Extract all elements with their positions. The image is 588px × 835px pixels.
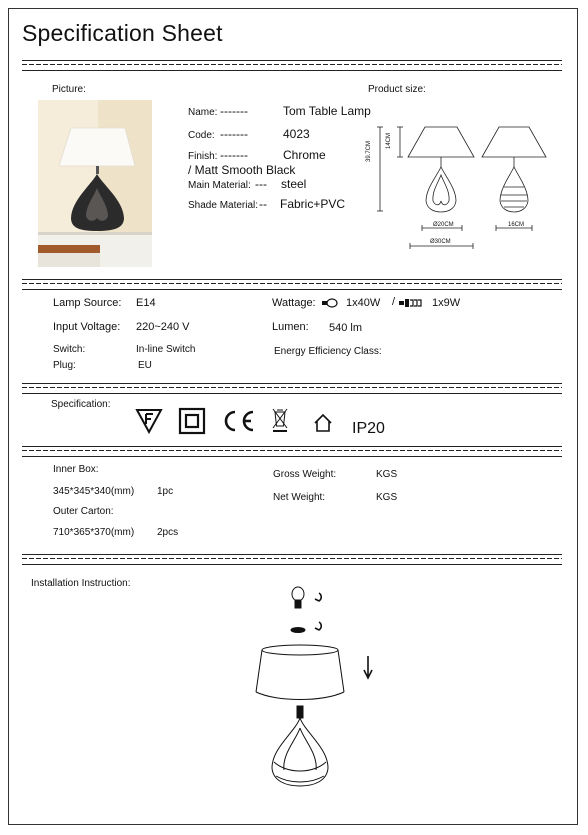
section-divider	[22, 279, 562, 290]
input-voltage-label: Input Voltage:	[53, 321, 121, 333]
bulb-icon	[292, 587, 304, 601]
inner-box-quantity: 1pc	[157, 486, 174, 497]
energy-class-label: Energy Efficiency Class:	[274, 346, 382, 357]
material-dashes: ---	[255, 177, 267, 191]
wattage-value-cfl: 1x9W	[432, 297, 461, 309]
ip-rating: IP20	[352, 420, 385, 437]
wattage-label: Wattage:	[272, 297, 316, 309]
wattage-separator: /	[392, 296, 396, 308]
shade-width-dimension: Ø30CM	[430, 239, 451, 245]
rotate-arrow-icon	[315, 622, 321, 630]
name-dashes: -------	[220, 104, 248, 118]
plug-label: Plug:	[53, 360, 76, 371]
section-divider	[22, 446, 562, 457]
incandescent-bulb-icon	[322, 298, 338, 308]
rotate-arrow-icon	[315, 593, 321, 601]
weee-bin-icon	[272, 407, 288, 433]
product-size-label: Product size:	[368, 84, 426, 95]
finish-dashes: -------	[220, 148, 248, 162]
installation-diagram	[252, 578, 382, 808]
net-weight-label: Net Weight:	[273, 492, 326, 503]
shade-height-dimension: 14CM	[386, 132, 392, 149]
down-arrow-icon	[364, 656, 372, 678]
indoor-use-icon	[313, 414, 333, 432]
section-divider	[22, 60, 562, 71]
lamp-source-label: Lamp Source:	[53, 297, 122, 309]
outer-carton-dimensions: 710*365*370(mm)	[53, 527, 135, 538]
inner-box-dimensions: 345*345*340(mm)	[53, 486, 135, 497]
material-label: Main Material:	[188, 180, 251, 191]
lamp-photo-graphic	[38, 100, 152, 267]
picture-label: Picture:	[52, 84, 86, 95]
finish-value: Chrome	[283, 148, 326, 162]
wattage-value-incandescent: 1x40W	[346, 297, 381, 309]
side-width-dimension: 16CM	[508, 222, 525, 228]
shade-material-label: Shade Material:	[188, 200, 259, 211]
installation-label: Installation Instruction:	[31, 578, 131, 589]
base-width-dimension: Ø20CM	[433, 222, 454, 228]
ring-icon	[291, 628, 305, 633]
gross-weight-unit: KGS	[376, 469, 398, 480]
class-ii-icon	[179, 408, 205, 434]
net-weight-unit: KGS	[376, 492, 398, 503]
finish-value-2: / Matt Smooth Black	[188, 163, 296, 177]
ce-mark-icon	[221, 410, 255, 432]
switch-label: Switch:	[53, 344, 86, 355]
finish-label: Finish:	[188, 151, 218, 162]
page-title: Specification Sheet	[22, 20, 223, 46]
input-voltage-value: 220~240 V	[136, 321, 190, 333]
outer-carton-label: Outer Carton:	[53, 506, 114, 517]
inner-box-label: Inner Box:	[53, 464, 99, 475]
code-dashes: -------	[220, 127, 248, 141]
code-value: 4023	[283, 127, 310, 141]
name-value: Tom Table Lamp	[283, 104, 371, 118]
plug-value: EU	[138, 360, 152, 371]
section-divider	[22, 554, 562, 565]
lamp-source-value: E14	[136, 297, 156, 309]
code-label: Code:	[188, 130, 215, 141]
name-label: Name:	[188, 107, 218, 118]
total-height-dimension: 39.7CM	[366, 140, 372, 162]
shade-material-dashes: --	[259, 197, 267, 211]
lumen-value: 540 lm	[329, 322, 363, 334]
shade-icon	[262, 645, 338, 655]
outer-carton-quantity: 2pcs	[157, 527, 179, 538]
gross-weight-label: Gross Weight:	[273, 469, 337, 480]
shade-material-value: Fabric+PVC	[280, 197, 346, 211]
dimension-drawing	[370, 115, 570, 255]
switch-value: In-line Switch	[136, 344, 196, 355]
lumen-label: Lumen:	[272, 321, 309, 333]
cfl-bulb-icon	[399, 298, 423, 308]
material-value: steel	[281, 177, 307, 191]
f-mark-icon	[136, 409, 162, 433]
product-photo	[38, 100, 152, 267]
section-divider	[22, 383, 562, 394]
specification-label: Specification:	[51, 399, 111, 410]
